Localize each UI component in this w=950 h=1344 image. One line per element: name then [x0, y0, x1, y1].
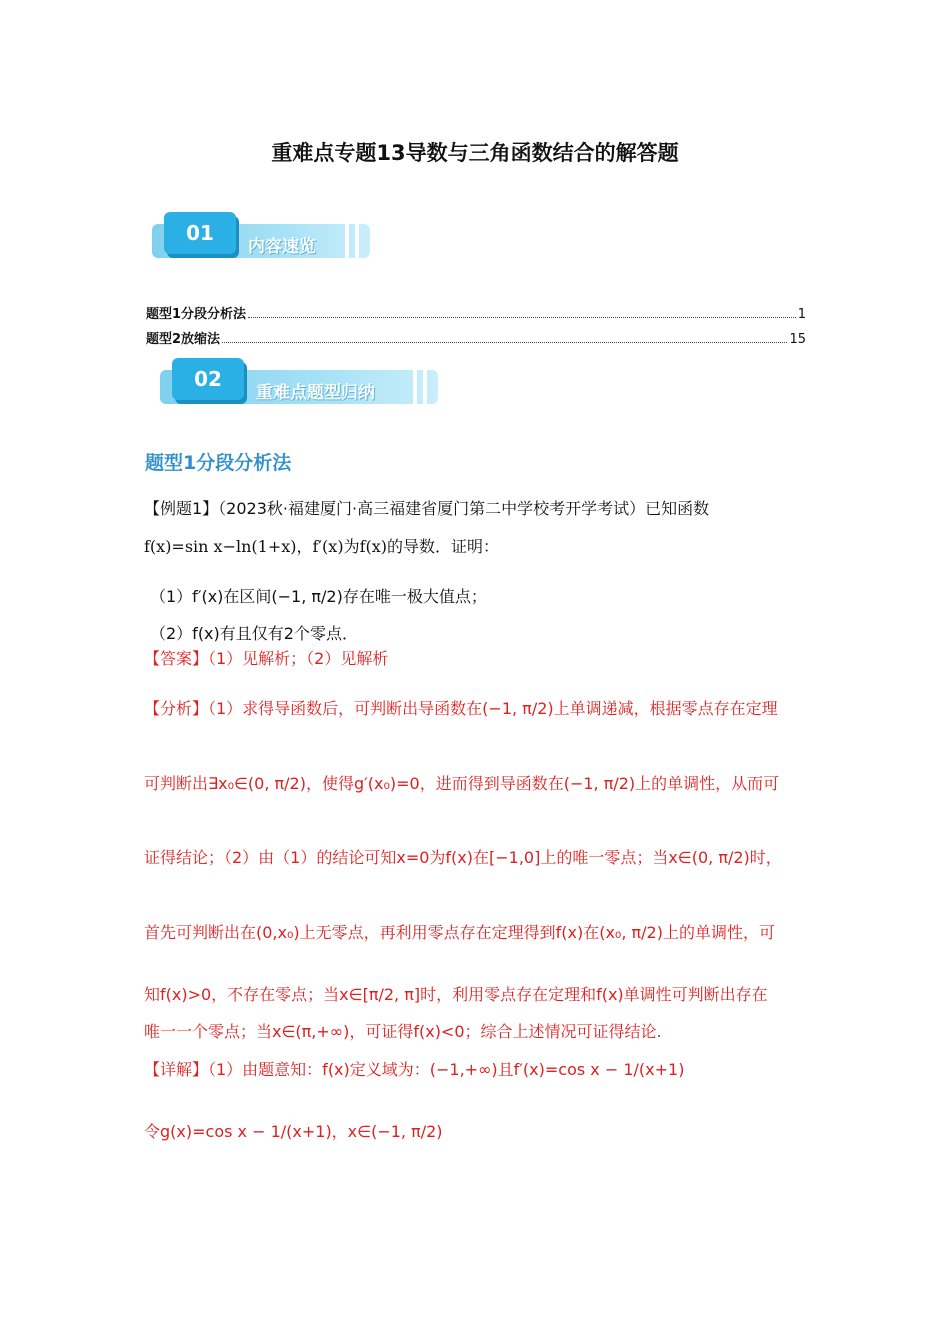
toc-entry-page: 15 — [789, 332, 806, 347]
analysis-line: 唯一一个零点；当x∈(π,+∞)，可证得f(x)<0；综合上述情况可证得结论. — [144, 1022, 662, 1041]
example-intro: 【例题1】（2023秋·福建厦门·高三福建省厦门第二中学校考开学考试）已知函数 — [144, 499, 710, 518]
analysis-line: 证得结论；（2）由（1）的结论可知x=0为f(x)在[−1,0]上的唯一零点；当x∈(0, π/2)时， — [144, 848, 782, 867]
question-1: （1）f′(x)在区间(−1, π/2)存在唯一极大值点； — [150, 587, 487, 606]
toc-entry-label: 题型2放缩法 — [146, 332, 221, 347]
detail-line: 令g(x)=cos x − 1/(x+1)，x∈(−1, π/2) — [144, 1122, 443, 1141]
question-2: （2）f(x)有且仅有2个零点． — [150, 624, 358, 643]
banner-label: 内容速览 — [248, 237, 316, 257]
answer-line: 【答案】（1）见解析；（2）见解析 — [144, 649, 389, 668]
page-title: 重难点专题13导数与三角函数结合的解答题 — [271, 141, 679, 165]
analysis-line: 知f(x)>0，不存在零点；当x∈[π/2, π]时，利用零点存在定理和f(x)单调性可判断出存在 — [144, 985, 768, 1004]
toc-entry[interactable] — [146, 328, 806, 347]
analysis-line: 【分析】（1）求得导函数后，可判断出导函数在(−1, π/2)上单调递减，根据零点存在定理 — [144, 699, 778, 718]
section-heading: 题型1分段分析法 — [145, 452, 292, 474]
toc-entry[interactable] — [146, 303, 806, 322]
toc-entry-page: 1 — [797, 307, 806, 322]
analysis-line: 可判断出∃x₀∈(0, π/2)，使得g′(x₀)=0，进而得到导函数在(−1, π/2)上的单调性，从而可 — [144, 774, 780, 793]
analysis-line: 首先可判断出在(0,x₀)上无零点，再利用零点存在定理得到f(x)在(x₀, π/2)上的单调性，可 — [144, 923, 775, 942]
detail-line: 【详解】（1）由题意知：f(x)定义域为：(−1,+∞)且f′(x)=cos x − 1/(x+1) — [144, 1060, 685, 1079]
toc-entry-label: 题型1分段分析法 — [146, 307, 247, 322]
example-function: f(x)=sin x−ln(1+x)，f′(x)为f(x)的导数．证明： — [144, 537, 499, 556]
banner-content-overview — [152, 212, 372, 262]
banner-number: 02 — [172, 358, 244, 400]
banner-label: 重难点题型归纳 — [256, 383, 375, 403]
banner-number: 01 — [164, 212, 236, 254]
banner-key-types — [160, 358, 440, 408]
